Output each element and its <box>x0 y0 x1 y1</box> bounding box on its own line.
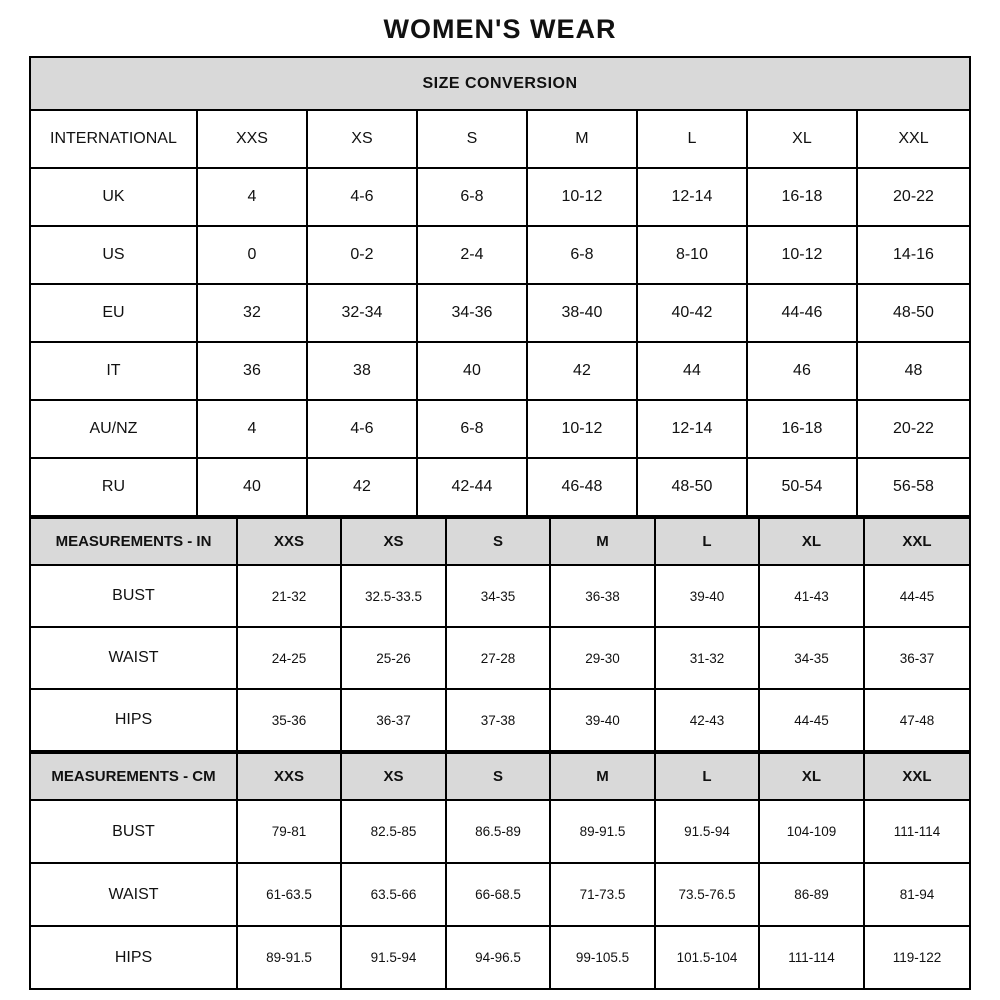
value-cell: 10-12 <box>747 226 857 284</box>
table-row <box>30 689 970 751</box>
size-column-header: XXL <box>864 518 970 565</box>
value-cell: 36-37 <box>864 627 970 689</box>
value-cell: 61-63.5 <box>237 863 341 926</box>
measurements-in-body <box>30 565 970 751</box>
value-cell: 20-22 <box>857 400 970 458</box>
value-cell: 46-48 <box>527 458 637 516</box>
value-cell: 63.5-66 <box>341 863 446 926</box>
value-cell: 56-58 <box>857 458 970 516</box>
value-cell: 38-40 <box>527 284 637 342</box>
value-cell: 104-109 <box>759 800 864 863</box>
value-cell: 39-40 <box>655 565 759 627</box>
value-cell: 42-43 <box>655 689 759 751</box>
value-cell: 40 <box>417 342 527 400</box>
size-conversion-title: SIZE CONVERSION <box>30 57 970 110</box>
value-cell: 36-38 <box>550 565 655 627</box>
value-cell: 91.5-94 <box>655 800 759 863</box>
table-row <box>30 565 970 627</box>
size-column-header: XL <box>759 753 864 800</box>
value-cell: 32.5-33.5 <box>341 565 446 627</box>
value-cell: 48-50 <box>637 458 747 516</box>
table-row <box>30 284 970 342</box>
value-cell: 31-32 <box>655 627 759 689</box>
value-cell: 34-35 <box>759 627 864 689</box>
value-cell: 44 <box>637 342 747 400</box>
measurements-in-table <box>29 517 971 752</box>
value-cell: 101.5-104 <box>655 926 759 989</box>
table-row <box>30 863 970 926</box>
table-row <box>30 342 970 400</box>
value-cell: 35-36 <box>237 689 341 751</box>
row-label: BUST <box>30 800 237 863</box>
size-column-header: XXS <box>197 110 307 168</box>
value-cell: 12-14 <box>637 400 747 458</box>
size-column-header: L <box>655 753 759 800</box>
row-label: UK <box>30 168 197 226</box>
value-cell: 86.5-89 <box>446 800 550 863</box>
value-cell: 79-81 <box>237 800 341 863</box>
value-cell: 25-26 <box>341 627 446 689</box>
size-column-header: XS <box>307 110 417 168</box>
value-cell: 99-105.5 <box>550 926 655 989</box>
value-cell: 42 <box>527 342 637 400</box>
size-column-header: XL <box>759 518 864 565</box>
row-label: EU <box>30 284 197 342</box>
measurements-cm-body <box>30 800 970 989</box>
value-cell: 29-30 <box>550 627 655 689</box>
value-cell: 50-54 <box>747 458 857 516</box>
value-cell: 94-96.5 <box>446 926 550 989</box>
value-cell: 14-16 <box>857 226 970 284</box>
value-cell: 16-18 <box>747 168 857 226</box>
row-label: US <box>30 226 197 284</box>
size-column-header: XS <box>341 518 446 565</box>
value-cell: 44-45 <box>864 565 970 627</box>
page-title: WOMEN'S WEAR <box>383 14 617 44</box>
value-cell: 38 <box>307 342 417 400</box>
value-cell: 24-25 <box>237 627 341 689</box>
size-column-header: L <box>655 518 759 565</box>
measurements-in-header-row <box>30 518 970 565</box>
row-label: BUST <box>30 565 237 627</box>
table-row <box>30 627 970 689</box>
value-cell: 66-68.5 <box>446 863 550 926</box>
value-cell: 10-12 <box>527 168 637 226</box>
value-cell: 111-114 <box>759 926 864 989</box>
value-cell: 39-40 <box>550 689 655 751</box>
value-cell: 111-114 <box>864 800 970 863</box>
value-cell: 32-34 <box>307 284 417 342</box>
value-cell: 42 <box>307 458 417 516</box>
value-cell: 36 <box>197 342 307 400</box>
value-cell: 34-35 <box>446 565 550 627</box>
size-column-header: XS <box>341 753 446 800</box>
size-column-header: XXL <box>857 110 970 168</box>
table-row <box>30 400 970 458</box>
value-cell: 4 <box>197 168 307 226</box>
value-cell: 12-14 <box>637 168 747 226</box>
value-cell: 119-122 <box>864 926 970 989</box>
value-cell: 32 <box>197 284 307 342</box>
table-row <box>30 226 970 284</box>
value-cell: 6-8 <box>527 226 637 284</box>
size-column-header: L <box>637 110 747 168</box>
value-cell: 89-91.5 <box>237 926 341 989</box>
table-row <box>30 168 970 226</box>
table-row <box>30 926 970 989</box>
size-column-header: M <box>550 753 655 800</box>
value-cell: 48 <box>857 342 970 400</box>
row-label: RU <box>30 458 197 516</box>
size-column-header: XXS <box>237 518 341 565</box>
row-label: IT <box>30 342 197 400</box>
value-cell: 41-43 <box>759 565 864 627</box>
size-conversion-table <box>29 56 971 517</box>
row-label: WAIST <box>30 627 237 689</box>
size-column-header: XL <box>747 110 857 168</box>
value-cell: 10-12 <box>527 400 637 458</box>
value-cell: 91.5-94 <box>341 926 446 989</box>
value-cell: 46 <box>747 342 857 400</box>
value-cell: 47-48 <box>864 689 970 751</box>
value-cell: 6-8 <box>417 168 527 226</box>
size-column-header: S <box>417 110 527 168</box>
value-cell: 44-46 <box>747 284 857 342</box>
measurements-table-title: MEASUREMENTS - CM <box>30 753 237 800</box>
value-cell: 4-6 <box>307 168 417 226</box>
value-cell: 37-38 <box>446 689 550 751</box>
value-cell: 71-73.5 <box>550 863 655 926</box>
region-column-header: INTERNATIONAL <box>30 110 197 168</box>
table-row <box>30 458 970 516</box>
size-conversion-body <box>30 168 970 516</box>
size-column-header: S <box>446 518 550 565</box>
value-cell: 6-8 <box>417 400 527 458</box>
size-column-header: S <box>446 753 550 800</box>
row-label: AU/NZ <box>30 400 197 458</box>
value-cell: 82.5-85 <box>341 800 446 863</box>
value-cell: 16-18 <box>747 400 857 458</box>
value-cell: 34-36 <box>417 284 527 342</box>
value-cell: 0-2 <box>307 226 417 284</box>
value-cell: 36-37 <box>341 689 446 751</box>
row-label: WAIST <box>30 863 237 926</box>
value-cell: 8-10 <box>637 226 747 284</box>
size-header-row <box>30 110 970 168</box>
value-cell: 0 <box>197 226 307 284</box>
row-label: HIPS <box>30 689 237 751</box>
value-cell: 2-4 <box>417 226 527 284</box>
value-cell: 89-91.5 <box>550 800 655 863</box>
measurements-cm-header-row <box>30 753 970 800</box>
value-cell: 21-32 <box>237 565 341 627</box>
size-column-header: M <box>550 518 655 565</box>
size-column-header: XXS <box>237 753 341 800</box>
size-column-header: M <box>527 110 637 168</box>
value-cell: 40-42 <box>637 284 747 342</box>
value-cell: 44-45 <box>759 689 864 751</box>
value-cell: 20-22 <box>857 168 970 226</box>
measurements-cm-table <box>29 752 971 990</box>
value-cell: 48-50 <box>857 284 970 342</box>
table-row <box>30 800 970 863</box>
value-cell: 40 <box>197 458 307 516</box>
value-cell: 4-6 <box>307 400 417 458</box>
value-cell: 81-94 <box>864 863 970 926</box>
value-cell: 4 <box>197 400 307 458</box>
value-cell: 27-28 <box>446 627 550 689</box>
table-title-row <box>30 57 970 110</box>
value-cell: 86-89 <box>759 863 864 926</box>
size-column-header: XXL <box>864 753 970 800</box>
measurements-table-title: MEASUREMENTS - IN <box>30 518 237 565</box>
row-label: HIPS <box>30 926 237 989</box>
value-cell: 73.5-76.5 <box>655 863 759 926</box>
value-cell: 42-44 <box>417 458 527 516</box>
